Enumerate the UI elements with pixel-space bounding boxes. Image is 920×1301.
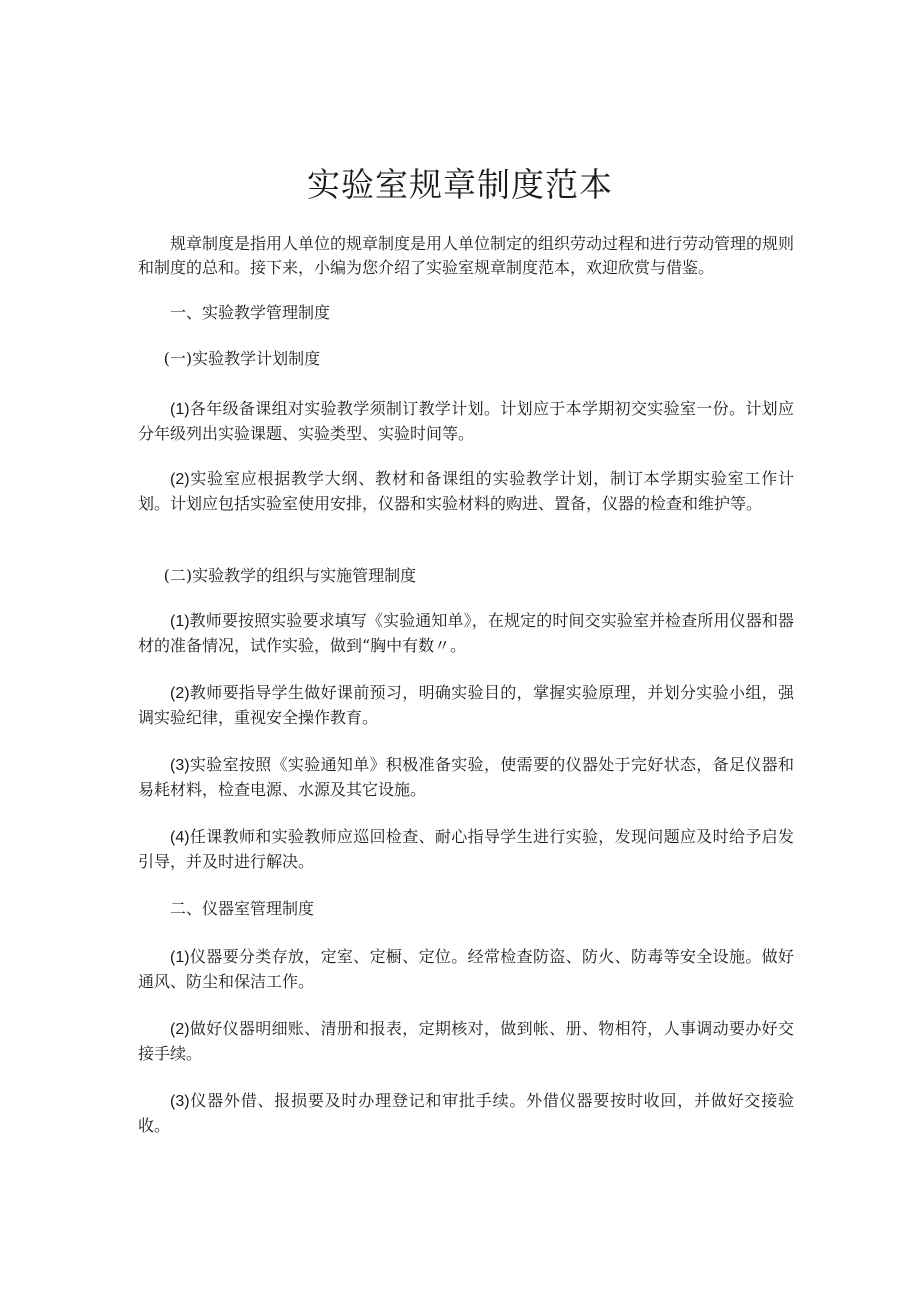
item-text: 仪器外借、报损要及时办理登记和审批手续。外借仪器要按时收回，并做好交接验收。 [138,1091,794,1135]
item-text: 实验室按照《实验通知单》积极准备实验，使需要的仪器处于完好状态，备足仪器和易耗材料，检查电源、水源及其它设施。 [138,755,794,799]
item-number: (1) [170,401,190,418]
list-item [138,825,794,874]
item-text: 仪器要分类存放，定室、定橱、定位。经常检查防盗、防火、防毒等安全设施。做好通风、防尘和保洁工作。 [138,947,794,991]
list-item [138,397,794,446]
list-item [138,1017,794,1066]
item-number: (1) [170,613,190,630]
item-number: (2) [170,1021,190,1038]
subsection-heading-1-1: (一)实验教学计划制度 [163,349,321,368]
item-number: (4) [170,829,190,846]
item-number: (3) [170,757,190,774]
item-text: 教师要指导学生做好课前预习，明确实验目的，掌握实验原理，并划分实验小组，强调实验纪律，重视安全操作教育。 [138,683,794,727]
intro-paragraph: 规章制度是指用人单位的规章制度是用人单位制定的组织劳动过程和进行劳动管理的规则和制度的总和。接下来，小编为您介绍了实验室规章制度范本，欢迎欣赏与借鉴。 [138,234,795,277]
list-item [138,1089,794,1138]
subsection-heading-1-2: (二)实验教学的组织与实施管理制度 [163,566,417,585]
list-item [138,467,794,516]
section-heading-2: 二、仪器室管理制度 [170,899,315,918]
section-heading-1: 一、实验教学管理制度 [170,303,331,322]
item-number: (1) [170,949,190,966]
page-title: 实验室规章制度范本 [307,165,613,204]
item-text: 实验室应根据教学大纲、教材和备课组的实验教学计划，制订本学期实验室工作计划。计划应包括实验室使用安排，仪器和实验材料的购进、置备，仪器的检查和维护等。 [138,469,794,513]
item-text: 各年级备课组对实验教学须制订教学计划。计划应于本学期初交实验室一份。计划应分年级列出实验课题、实验类型、实验时间等。 [138,399,794,443]
list-item [138,753,794,802]
list-item [138,681,794,730]
item-text: 做好仪器明细账、清册和报表，定期核对，做到帐、册、物相符，人事调动要办好交接手续。 [138,1019,794,1063]
list-item [138,609,794,658]
item-number: (2) [170,471,190,488]
item-number: (2) [170,685,190,702]
item-text: 教师要按照实验要求填写《实验通知单》，在规定的时间交实验室并检查所用仪器和器材的准备情况，试作实验，做到“胸中有数〃。 [138,611,794,655]
item-text: 任课教师和实验教师应巡回检查、耐心指导学生进行实验，发现问题应及时给予启发引导，并及时进行解决。 [138,827,794,871]
list-item [138,945,794,994]
item-number: (3) [170,1093,190,1110]
